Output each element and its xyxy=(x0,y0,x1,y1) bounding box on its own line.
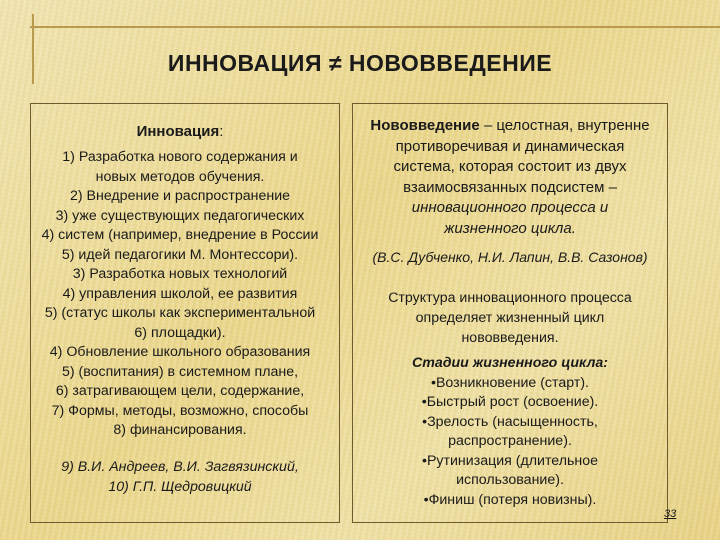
left-list xyxy=(0,148,360,441)
stages-heading: Стадии жизненного цикла: xyxy=(411,355,609,371)
structure-line: Структура инновационного процесса xyxy=(388,290,632,306)
definition-line: – целостная, внутренне xyxy=(479,117,650,134)
definition-line: противоречивая и динамическая xyxy=(395,137,625,155)
structure-line: определяет жизненный цикл xyxy=(415,310,605,326)
left-line: 4) систем (например, внедрение в России xyxy=(41,227,319,243)
left-line: 4) управления школой, ее развития xyxy=(62,285,298,302)
structure-text xyxy=(352,288,668,348)
left-line: 3) уже существующих педагогических xyxy=(55,207,305,224)
left-references xyxy=(20,458,340,497)
left-line: 4) Обновление школьного образования xyxy=(49,344,311,360)
stages-block xyxy=(352,354,668,510)
right-reference: (В.С. Дубченко, Н.И. Лапин, В.В. Сазонов) xyxy=(372,249,648,265)
definition-line: взаимосвязанных подсистем – xyxy=(403,178,617,196)
left-line: 6) затрагивающем цели, содержание, xyxy=(55,383,305,399)
structure-line: нововведения. xyxy=(461,330,559,346)
left-line: 1) Разработка нового содержания и xyxy=(62,149,298,165)
stage-item: •Быстрый рост (освоение). xyxy=(421,394,599,410)
left-line: 8) финансирования. xyxy=(113,422,247,438)
stage-item: распространение). xyxy=(448,433,572,449)
left-line: 7) Формы, методы, возможно, способы xyxy=(51,402,309,419)
stage-item: •Финиш (потеря новизны). xyxy=(423,491,597,508)
stage-item: использование). xyxy=(456,472,564,488)
left-reference-line: 10) Г.П. Щедровицкий xyxy=(108,478,252,495)
left-line: 6) площадки). xyxy=(134,324,226,341)
left-line: 2) Внедрение и распространение xyxy=(69,188,291,204)
left-heading-colon: : xyxy=(219,123,224,140)
left-reference-line: 9) В.И. Андреев, В.И. Загвязинский, xyxy=(61,459,299,475)
left-line: 5) (воспитания) в системном плане, xyxy=(61,363,299,380)
left-line: 5) идей педагогики М. Монтессори). xyxy=(61,246,299,263)
stage-item: •Возникновение (старт). xyxy=(430,374,589,391)
left-line: 3) Разработка новых технологий xyxy=(72,266,288,282)
definition-line: система, которая состоит из двух xyxy=(393,158,627,175)
left-line: новых методов обучения. xyxy=(95,168,265,185)
left-line: 5) (статус школы как экспериментальной xyxy=(44,305,316,321)
right-definition xyxy=(352,116,668,239)
left-heading xyxy=(80,123,280,140)
definition-italic-line: жизненного цикла. xyxy=(444,219,576,237)
definition-term: Нововведение xyxy=(370,117,480,134)
slide-title: ИННОВАЦИЯ ≠ НОВОВВЕДЕНИЕ xyxy=(167,50,553,76)
definition-italic-line: инновационного процесса и xyxy=(411,199,609,216)
page-number: 33 xyxy=(664,508,677,520)
left-heading-term: Инновация xyxy=(136,123,220,140)
stage-item: •Рутинизация (длительное xyxy=(421,452,599,469)
stage-item: •Зрелость (насыщенность, xyxy=(422,413,598,430)
frame-top-line xyxy=(30,26,720,28)
